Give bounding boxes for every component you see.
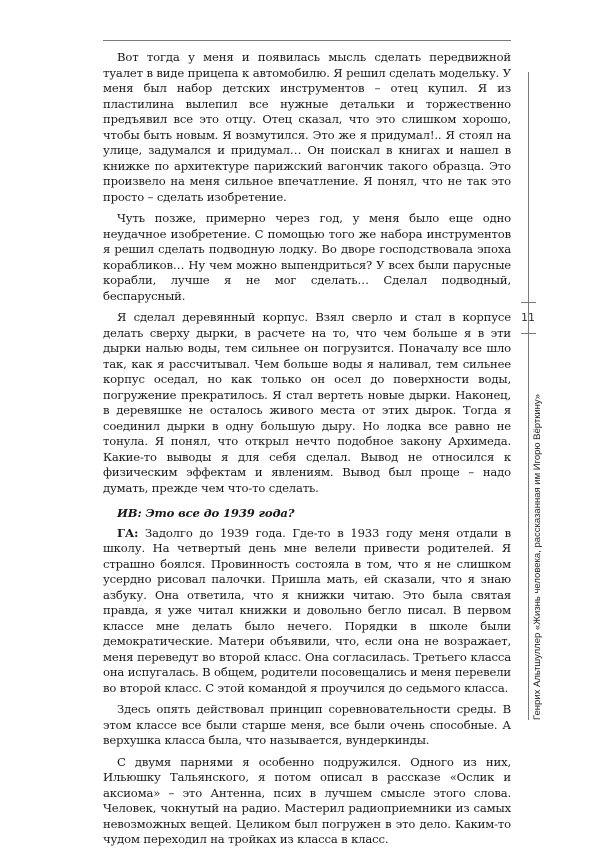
top-rule <box>103 40 511 41</box>
page-number: 11 <box>521 311 535 324</box>
running-title: Генрих Альтшуллер «Жизнь человека, рассказанная им Игорю Вёрткину» <box>532 393 543 720</box>
main-text <box>103 50 511 854</box>
paragraph-2: Чуть позже, примерно через год, у меня было еще одно неудачное изобретение. С помощью того же набора инструментов я решил сделать подводную лодку. Во дворе господствовала эпоха корабликов… Ну чем можно выпендриться? У всех были парусные корабли, лучше я не мог сделать… Сделал подводный, беспарусный. <box>103 211 511 303</box>
speaker-label: ГА: <box>117 525 139 540</box>
answer-paragraph-1 <box>103 526 511 697</box>
answer-paragraph-3: С двумя парнями я особенно подружился. Одного из них, Ильюшку Тальянского, я потом описал в рассказе «Ослик и аксиома» – это Антенна, псих в лучшем смысле этого слова. Человек, чокнутый на радио. Мастерил радиоприемники из самых невозможных вещей. Целиком был погружен в это дело. Каким-то чудом переходил на тройках из класса в класс. <box>103 754 511 846</box>
answer-text-1: Задолго до 1939 года. Где-то в 1933 году меня отдали в школу. На четвертый день мне велели привести родителей. Я страшно боялся. Провинность состояла в том, что я не слишком усердно рисовал палочки. Пришла мать, ей сказали, что я знаю азбуку. Она ответила, что я книжки читаю. Это была святая правда, я уже читал книжки и довольно бегло писал. В первом классе мне делать было нечего. Порядки в школе были демократические. Матери объявили, что, если она не возражает, меня переведут во второй класс. Она согласилась. Третьего класса она испугалась. В общем, родители посовещались и меня перевели во второй класс. С этой командой я проучился до седьмого класса. <box>103 525 511 695</box>
answer-paragraph-2: Здесь опять действовал принцип соревновательности среды. В этом классе все были старше меня, все были очень способные. А верхушка класса была, что называется, вундеркинды. <box>103 702 511 747</box>
paragraph-1: Вот тогда у меня и появилась мысль сделать передвижной туалет в виде прицепа к автомобилю. Я решил сделать модельку. У меня был набор детских инструментов – отец купил. Я из пластилина вылепил все нужные детальки и торжественно предъявил все это отцу. Отец сказал, что это слишком хорошо, чтобы быть новым. Я возмутился. Это же я придумал!.. Я стоял на улице, задумался и придумал… Он поискал в книгах и нашел в книжке по архитектуре парижский вагончик такого образца. Это произвело на меня сильное впечатление. Я понял, что не так это просто – сделать изобретение. <box>103 50 511 204</box>
interview-question: ИВ: Это все до 1939 года? <box>117 506 295 520</box>
side-rule <box>528 72 529 720</box>
paragraph-3: Я сделал деревянный корпус. Взял сверло и стал в корпусе делать сверху дырки, в расчете на то, что чем больше я в эти дырки налью воды, тем сильнее он погрузится. Поначалу все шло так, как я рассчитывал. Чем больше воды я наливал, тем сильнее корпус оседал, но как только он осел до поверхности воды, погружение прекратилось. Я стал вертеть новые дырки. Наконец, в деревяшке не осталось живого места от этих дырок. Тогда я соединил дырки в одну большую дыру. Но лодка все равно не тонула. Я понял, что открыл нечто подобное закону Архимеда. Какие-то выводы я для себя сделал. Вывод не относился к физическим эффектам и явлениям. Вывод был проще – надо думать, прежде чем что-то сделать. <box>103 310 511 495</box>
